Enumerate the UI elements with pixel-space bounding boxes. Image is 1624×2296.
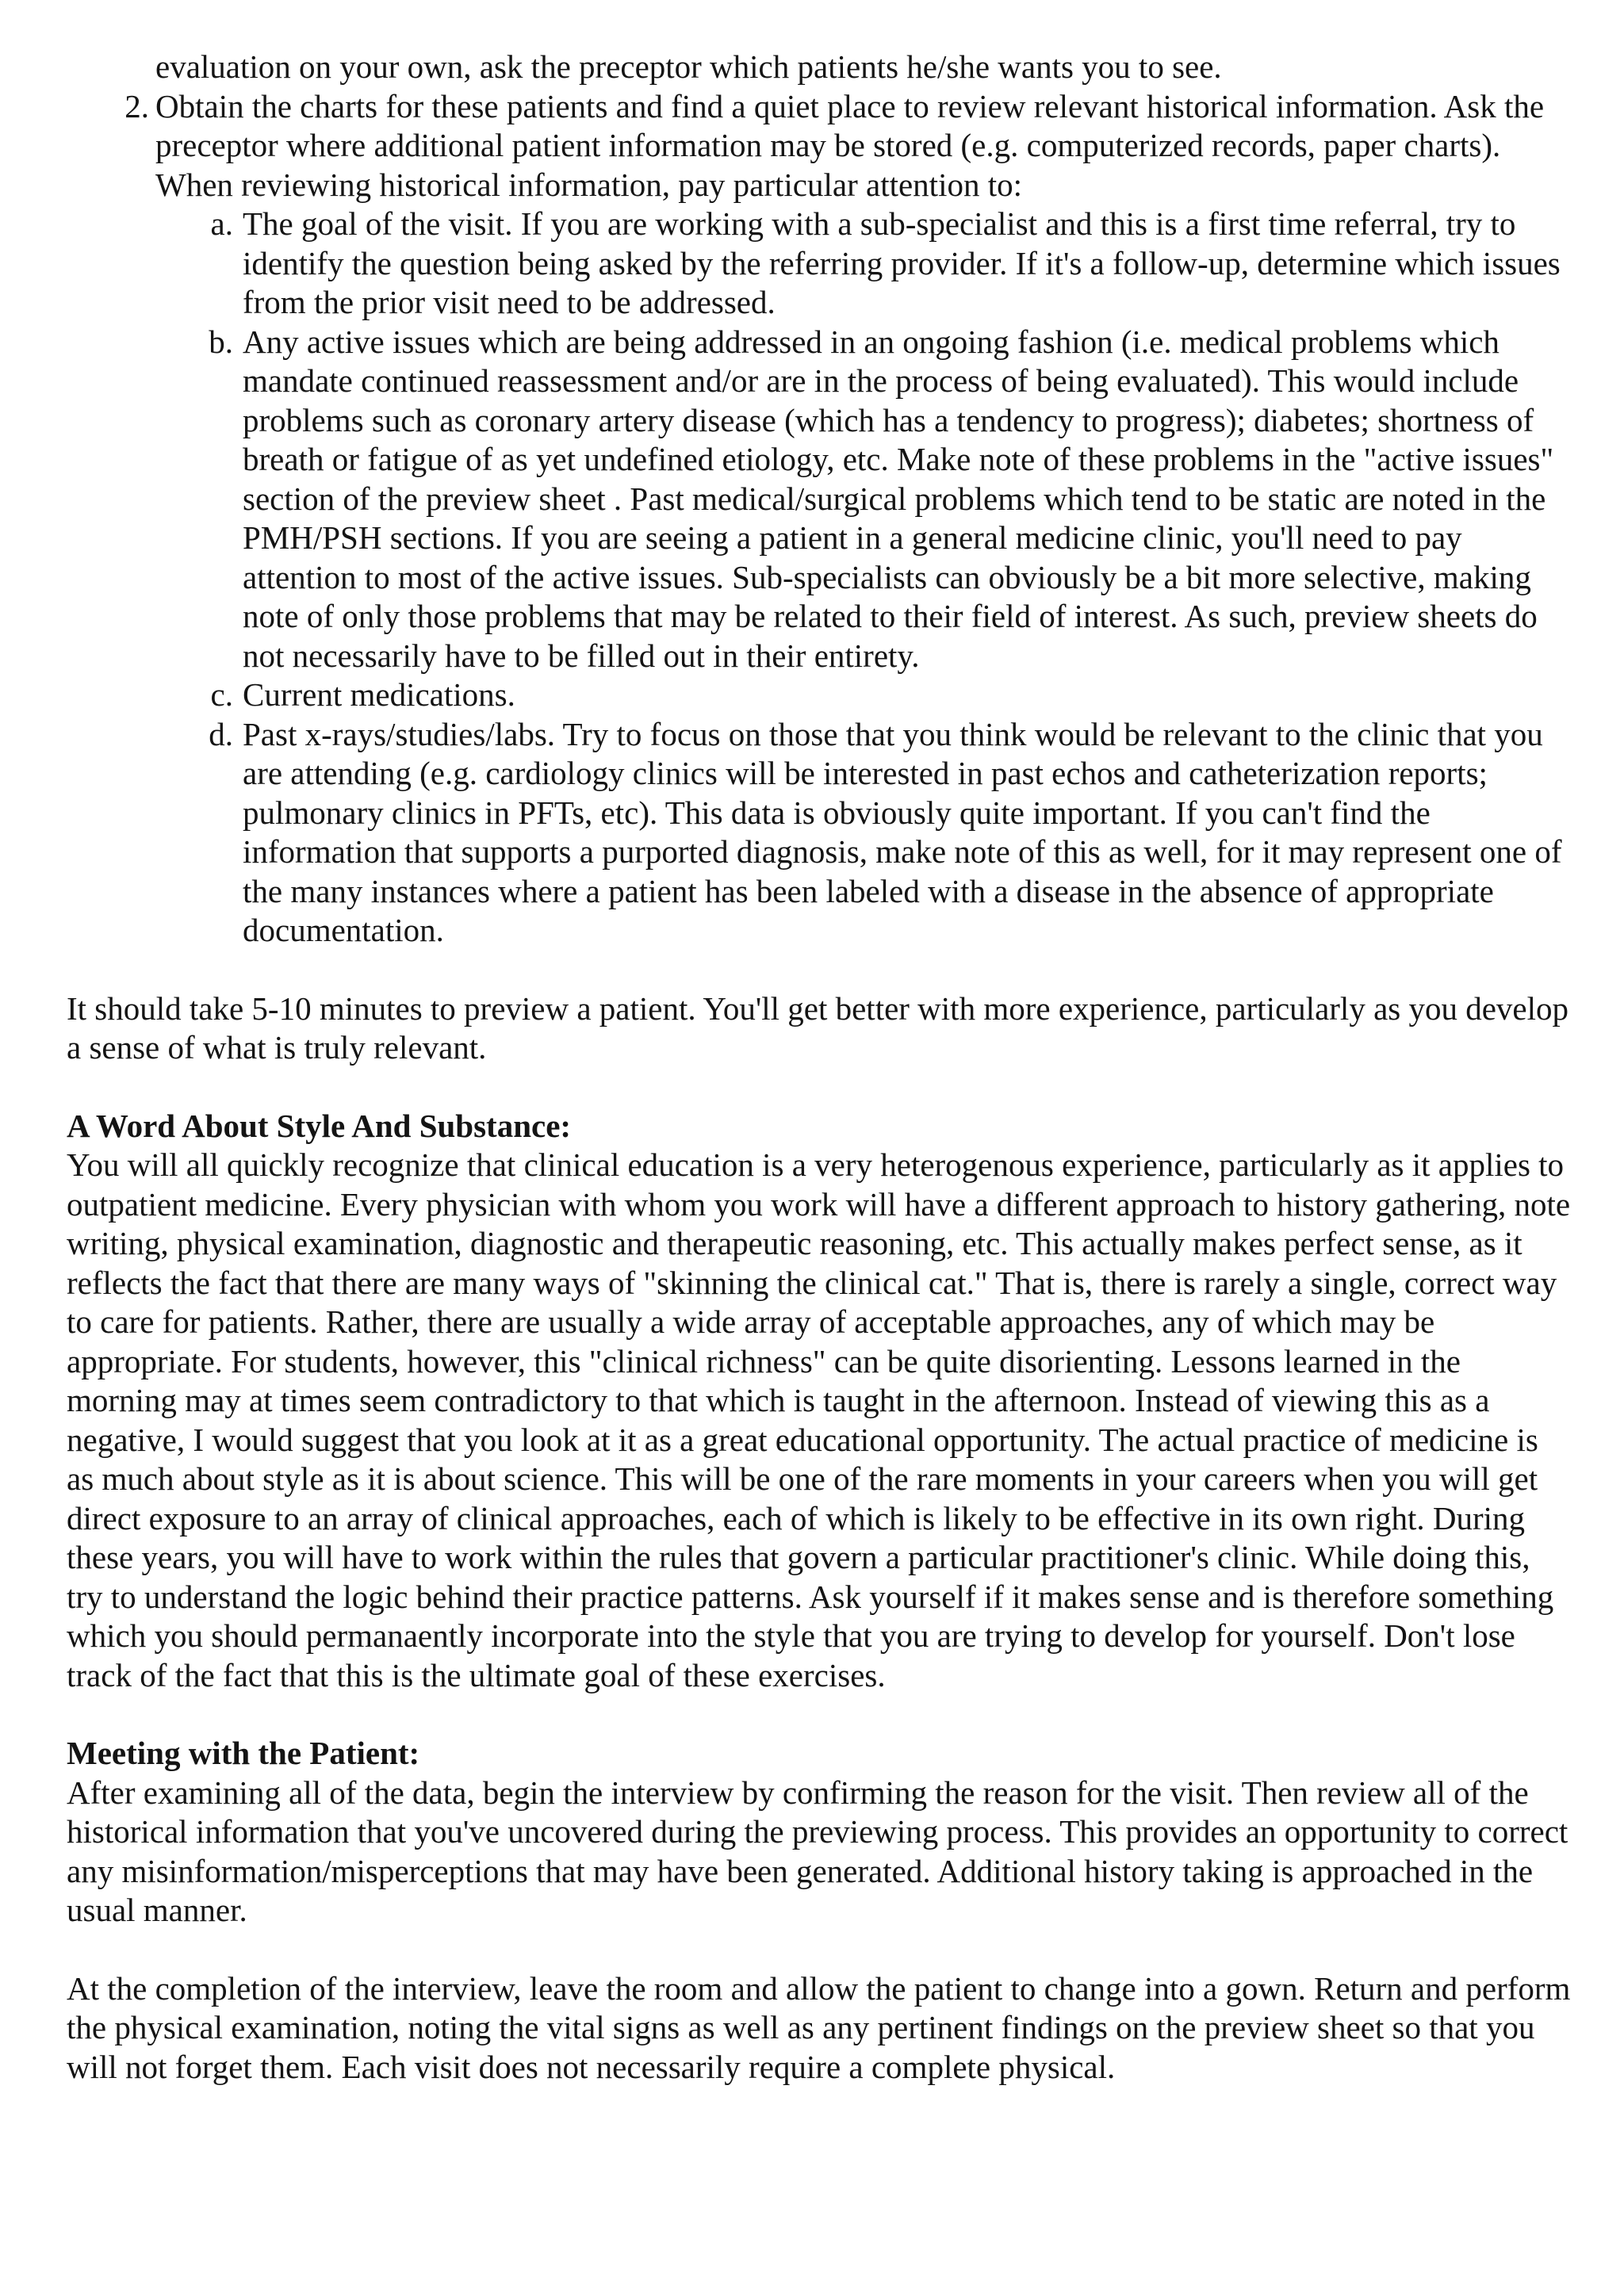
sub-item-d-text: Past x-rays/studies/labs. Try to focus on those that you think would be relevant to the clinic that you are attending (e.g. cardiology clinics will be interested in past echos and catheterization reports; pulmonary clinics in PFTs, etc). This data is obviously quite important. If you can't find the information that supports a purported diagnosis, make note of this as well, for it may represent one of the many instances where a patient has been labeled with a disease in the absence of appropriate documentation. bbox=[243, 715, 1562, 948]
sub-marker-b: b. bbox=[209, 323, 233, 360]
sub-item-c bbox=[210, 675, 1573, 715]
sub-item-c-text: Current medications. bbox=[243, 676, 515, 713]
document-page bbox=[67, 48, 1573, 2087]
meeting-section-heading: Meeting with the Patient: bbox=[67, 1735, 420, 1771]
sub-marker-a: a. bbox=[210, 205, 233, 242]
sub-marker-c: c. bbox=[210, 676, 233, 713]
list-item-2 bbox=[124, 87, 1573, 951]
sub-item-b-text: Any active issues which are being addressed in an ongoing fashion (i.e. medical problems which mandate continued reassessment and/or are in the process of being evaluated). This would include problems such as coronary artery disease (which has a tendency to progress); diabetes; shortness of breath or fatigue of as yet undefined etiology, etc. Make note of these problems in the "active issues" section of the preview sheet . Past medical/surgical problems which tend to be static are noted in the PMH/PSH sections. If you are seeing a patient in a general medicine clinic, you'll need to pay attention to most of the active issues. Sub-specialists can obviously be a bit more selective, making note of only those problems that may be related to their field of interest. As such, preview sheets do not necessarily have to be filled out in their entirety. bbox=[243, 323, 1554, 674]
sub-item-a bbox=[210, 205, 1573, 323]
sub-item-b bbox=[209, 323, 1573, 676]
intro-continuation: evaluation on your own, ask the preceptor which patients he/she wants you to see. bbox=[155, 48, 1222, 85]
meeting-section-body: After examining all of the data, begin the interview by confirming the reason for the visit. Then review all of the historical information that you've uncovered during the previewing process. This provides an opportunity to correct any misinformation/misperceptions that may have been generated. Additional history taking is approached in the usual manner. bbox=[67, 1774, 1568, 1928]
sub-list bbox=[155, 205, 1573, 951]
meeting-section-body-2: At the completion of the interview, leave the room and allow the patient to change into a gown. Return and perform the physical examination, noting the vital signs as well as any pertinent findings on the preview sheet so that you will not forget them. Each visit does not necessarily require a complete physical. bbox=[67, 1969, 1571, 2085]
sub-item-d bbox=[209, 715, 1573, 951]
preview-time-paragraph: It should take 5-10 minutes to preview a patient. You'll get better with more experience, particularly as you develop a sense of what is truly relevant. bbox=[67, 989, 1569, 1066]
sub-marker-d: d. bbox=[209, 715, 233, 752]
style-section-body: You will all quickly recognize that clinical education is a very heterogenous experience, particularly as it applies to outpatient medicine. Every physician with whom you work will have a different approach to history gathering, note writing, physical examination, diagnostic and therapeutic reasoning, etc. This actually makes perfect sense, as it reflects the fact that there are many ways of "skinning the clinical cat." That is, there is rarely a single, correct way to care for patients. Rather, there are usually a wide array of acceptable approaches, any of which may be appropriate. For students, however, this "clinical richness" can be quite disorienting. Lessons learned in the morning may at times seem contradictory to that which is taught in the afternoon. Instead of viewing this as a negative, I would suggest that you look at it as a great educational opportunity. The actual practice of medicine is as much about style as it is about science. This will be one of the rare moments in your careers when you will get direct exposure to an array of clinical approaches, each of which is likely to be effective in its own right. During these years, you will have to work within the rules that govern a particular practitioner's clinic. While doing this, try to understand the logic behind their practice patterns. Ask yourself if it makes sense and is therefore something which you should permanaently incorporate into the style that you are trying to develop for yourself. Don't lose track of the fact that this is the ultimate goal of these exercises. bbox=[67, 1146, 1571, 1693]
list-item-2-text: Obtain the charts for these patients and find a quiet place to review relevant historical information. Ask the preceptor where additional patient information may be stored (e.g. computerized records, paper charts). When reviewing historical information, pay particular attention to: bbox=[155, 87, 1545, 203]
style-section-heading: A Word About Style And Substance: bbox=[67, 1107, 572, 1144]
sub-item-a-text: The goal of the visit. If you are working with a sub-specialist and this is a first time referral, try to identify the question being asked by the referring provider. If it's a follow-up, determine which issues from the prior visit need to be addressed. bbox=[243, 205, 1561, 320]
list-marker-2: 2. bbox=[124, 87, 149, 124]
numbered-list bbox=[67, 87, 1573, 951]
